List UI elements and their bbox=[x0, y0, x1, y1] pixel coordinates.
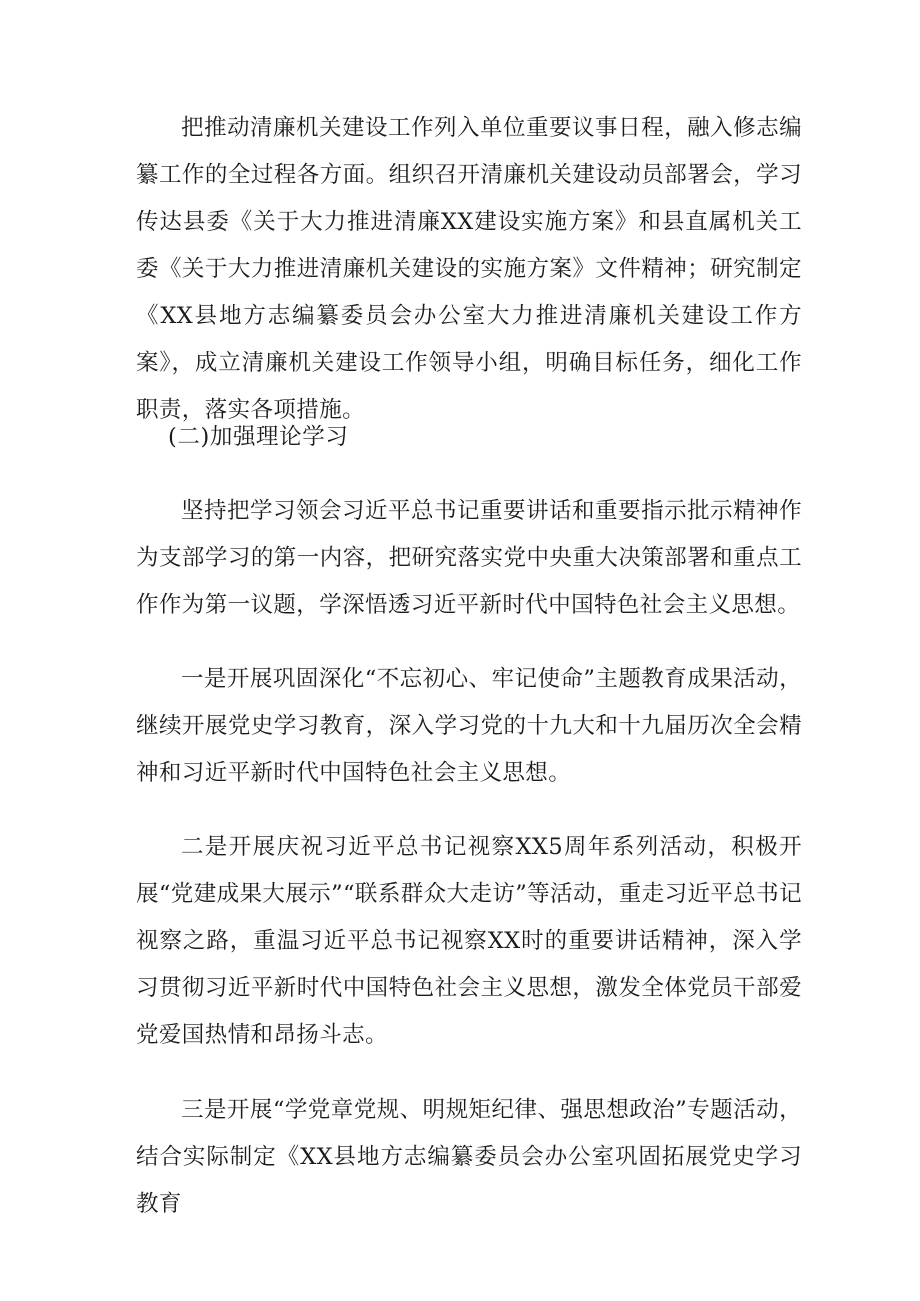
paragraph-item-one: 一是开展巩固深化“不忘初心、牢记使命”主题教育成果活动，继续开展党史学习教育，深入学习党的十九大和十九届历次全会精神和习近平新时代中国特色社会主义思想。 bbox=[136, 666, 802, 786]
paragraph-study-principle: 坚持把学习领会习近平总书记重要讲话和重要指示批示精神作为支部学习的第一内容，把研究落实党中央重大决策部署和重点工作作为第一议题，学深悟透习近平新时代中国特色社会主义思想。 bbox=[136, 498, 802, 618]
paragraph-clean-organ-construction: 把推动清廉机关建设工作列入单位重要议事日程，融入修志编纂工作的全过程各方面。组织召开清廉机关建设动员部署会，学习传达县委《关于大力推进清廉XX建设实施方案》和县直属机关工委《关于大力推进清廉机关建设的实施方案》文件精神；研究制定《XX县地方志编纂委员会办公室大力推进清廉机关建设工作方案》，成立清廉机关建设工作领导小组，明确目标任务，细化工作职责，落实各项措施。 bbox=[136, 115, 802, 423]
paragraph-item-three: 三是开展“学党章党规、明规矩纪律、强思想政治”专题活动，结合实际制定《XX县地方志编纂委员会办公室巩固拓展党史学习教育 bbox=[136, 1097, 802, 1217]
paragraph-item-two: 二是开展庆祝习近平总书记视察XX5周年系列活动，积极开展“党建成果大展示”“联系群众大走访”等活动，重走习近平总书记视察之路，重温习近平总书记视察XX时的重要讲话精神，深入学习贯彻习近平新时代中国特色社会主义思想，激发全体党员干部爱党爱国热情和昂扬斗志。 bbox=[136, 834, 802, 1048]
section-heading-theory-study: (二)加强理论学习 bbox=[168, 424, 349, 450]
